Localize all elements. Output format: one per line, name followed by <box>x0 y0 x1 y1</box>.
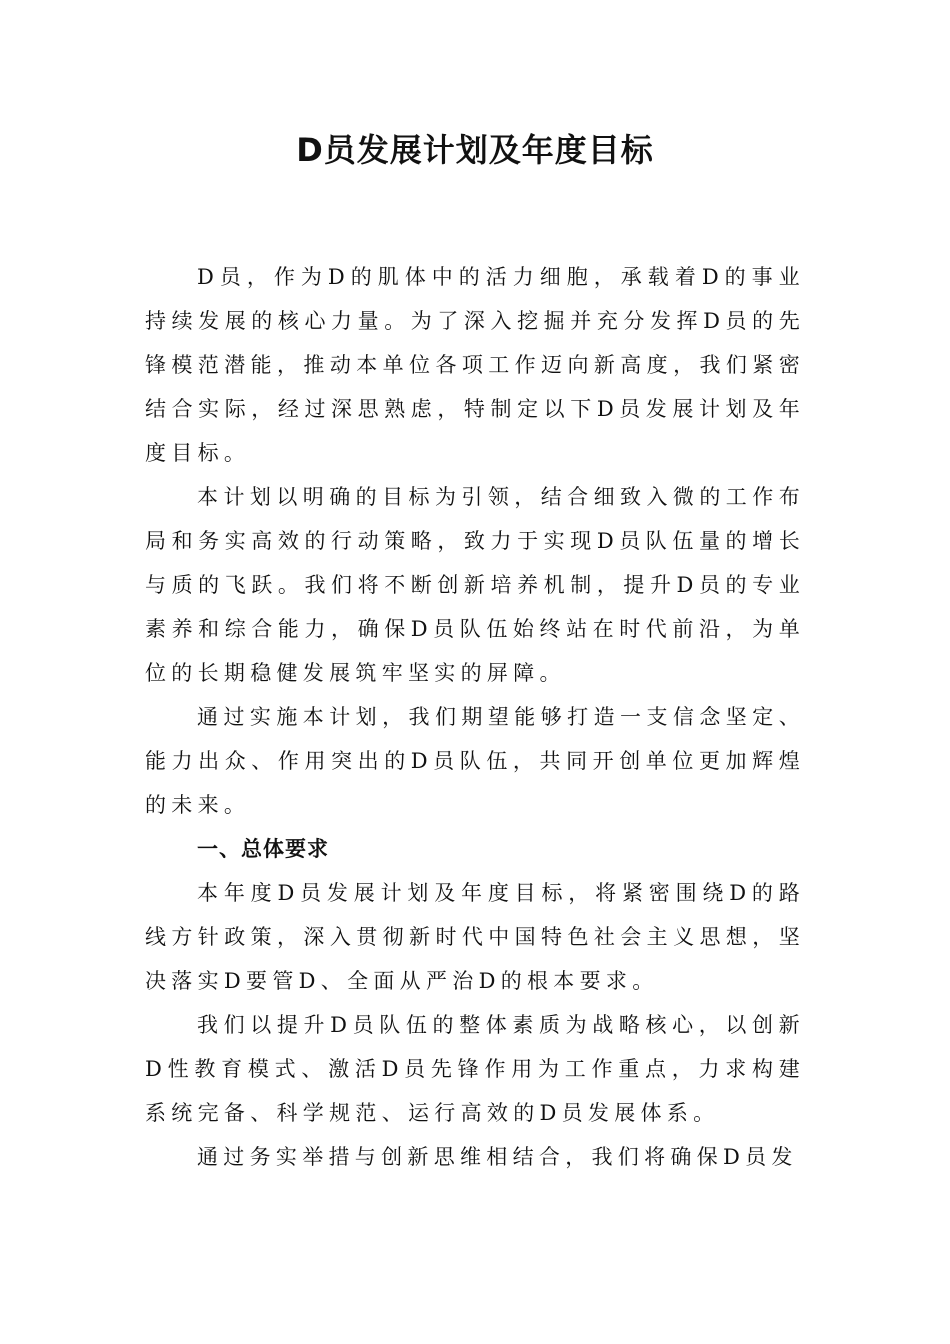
section-paragraph: 本年度D员发展计划及年度目标，将紧密围绕D的路线方针政策，深入贯彻新时代中国特色社会主义思想，坚决落实D要管D、全面从严治D的根本要求。 <box>145 881 805 993</box>
section-paragraph: 我们以提升D员队伍的整体素质为战略核心，以创新D性教育模式、激活D员先锋作用为工作重点，力求构建系统完备、科学规范、运行高效的D员发展体系。 <box>145 1013 805 1125</box>
document-body <box>145 255 805 1179</box>
intro-paragraph: D员，作为D的肌体中的活力细胞，承载着D的事业持续发展的核心力量。为了深入挖掘并充分发挥D员的先锋模范潜能，推动本单位各项工作迈向新高度，我们紧密结合实际，经过深思熟虑，特制定以下D员发展计划及年度目标。 <box>145 265 805 465</box>
section-paragraph: 通过务实举措与创新思维相结合，我们将确保D员发 <box>197 1145 798 1169</box>
section-heading-general-requirements: 一、总体要求 <box>197 837 329 861</box>
intro-paragraph: 通过实施本计划，我们期望能够打造一支信念坚定、能力出众、作用突出的D员队伍，共同开创单位更加辉煌的未来。 <box>145 705 805 817</box>
document-title: D员发展计划及年度目标 <box>296 131 654 169</box>
intro-paragraph: 本计划以明确的目标为引领，结合细致入微的工作布局和务实高效的行动策略，致力于实现D员队伍量的增长与质的飞跃。我们将不断创新培养机制，提升D员的专业素养和综合能力，确保D员队伍始终站在时代前沿，为单位的长期稳健发展筑牢坚实的屏障。 <box>145 485 805 685</box>
